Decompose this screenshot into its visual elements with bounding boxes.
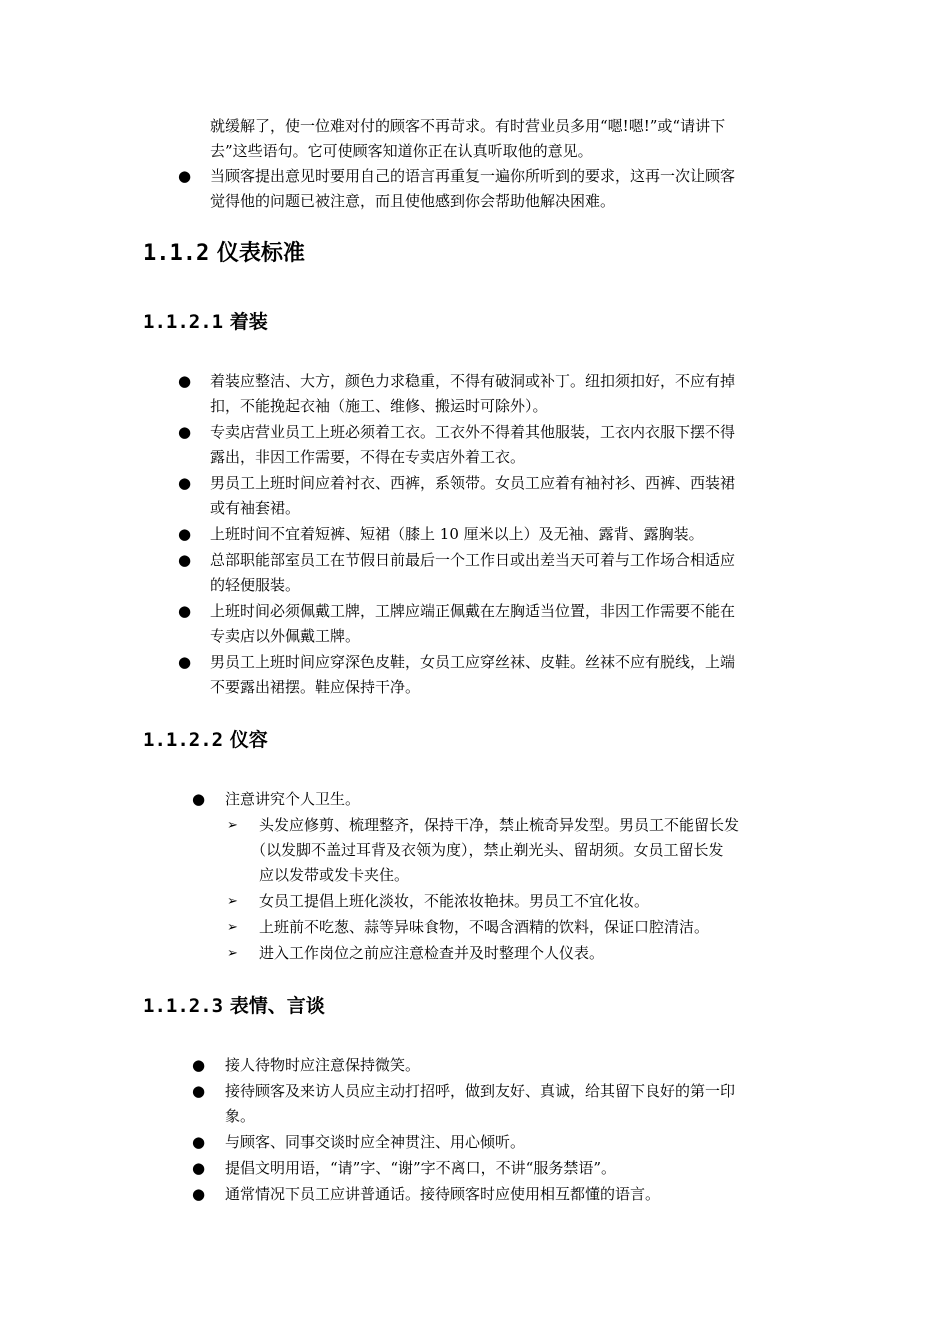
bullet-icon: ●: [178, 653, 192, 671]
text-line: 提倡文明用语，“请”字、“谢”字不离口，不讲“服务禁语”。: [225, 1159, 617, 1177]
heading-title: 着装: [229, 311, 268, 333]
text-line: 男员工上班时间应着衬衣、西裤，系领带。女员工应着有袖衬衫、西裤、西装裙: [210, 474, 736, 492]
list-item: [225, 787, 360, 812]
text-line: 或有袖套裙。: [210, 499, 301, 517]
text-line: 专卖店营业员工上班必须着工衣。工衣外不得着其他服装，工衣内衣服下摆不得: [210, 423, 736, 441]
list-item: [225, 1182, 660, 1207]
list-item: [210, 599, 735, 649]
text-line: 露出，非因工作需要，不得在专卖店外着工衣。: [210, 448, 526, 466]
list-item: [210, 471, 735, 521]
intro-paragraph: [210, 114, 725, 164]
heading-title: 仪表标准: [216, 240, 305, 266]
text-line: 进入工作岗位之前应注意检查并及时整理个人仪表。: [259, 944, 605, 962]
text-line: 头发应修剪、梳理整齐，保持干净，禁止梳奇异发型。男员工不能留长发: [259, 816, 740, 834]
heading-1-1-2-2: [143, 726, 268, 754]
bullet-icon: ●: [178, 602, 192, 620]
bullet-icon: ●: [178, 423, 192, 441]
list-item: [210, 420, 735, 470]
list-item: [210, 650, 735, 700]
bullet-icon: ●: [178, 474, 192, 492]
text-line: 男员工上班时间应穿深色皮鞋，女员工应穿丝袜、皮鞋。丝袜不应有脱线，上端: [210, 653, 736, 671]
heading-1-1-2-3: [143, 992, 325, 1020]
bullet-icon: ●: [192, 1185, 206, 1203]
bullet-icon: ●: [192, 1133, 206, 1151]
heading-number: 1.1.2.1: [143, 311, 224, 333]
text-line: 觉得他的问题已被注意，而且使他感到你会帮助他解决困难。: [210, 192, 616, 210]
heading-number: 1.1.2.3: [143, 995, 224, 1017]
bullet-icon: ●: [192, 790, 206, 808]
text-line: 扣，不能挽起衣袖（施工、维修、搬运时可除外）。: [210, 397, 548, 415]
text-line: 去”这些语句。它可使顾客知道你正在认真听取他的意见。: [210, 142, 593, 160]
text-line: （以发脚不盖过耳背及衣领为度），禁止剃光头、留胡须。女员工留长发: [251, 841, 724, 859]
arrow-bullet-icon: ➢: [227, 946, 238, 961]
text-line: 着装应整洁、大方，颜色力求稳重，不得有破洞或补丁。纽扣须扣好，不应有掉: [210, 372, 736, 390]
bullet-icon: ●: [178, 372, 192, 390]
text-line: 通常情况下员工应讲普通话。接待顾客时应使用相互都懂的语言。: [225, 1185, 661, 1203]
bullet-icon: ●: [192, 1056, 206, 1074]
bullet-icon: ●: [178, 525, 192, 543]
heading-number: 1.1.2: [143, 241, 210, 266]
text-line: 当顾客提出意见时要用自己的语言再重复一遍你所听到的要求，这再一次让顾客: [210, 167, 736, 185]
bullet-icon: ●: [178, 551, 192, 569]
text-line: 注意讲究个人卫生。: [225, 790, 361, 808]
arrow-bullet-icon: ➢: [227, 818, 238, 833]
intro-bullet-item: [210, 164, 735, 214]
text-line: 象。: [225, 1107, 256, 1125]
arrow-bullet-icon: ➢: [227, 894, 238, 909]
list-item: [210, 369, 735, 419]
text-line: 女员工提倡上班化淡妆，不能浓妆艳抹。男员工不宜化妆。: [259, 892, 650, 910]
heading-number: 1.1.2.2: [143, 729, 224, 751]
sub-list-item: [259, 889, 649, 914]
text-line: 应以发带或发卡夹住。: [259, 866, 410, 884]
sub-list-item: [259, 941, 604, 966]
heading-1-1-2-1: [143, 308, 268, 336]
heading-title: 仪容: [229, 729, 268, 751]
list-item: [225, 1053, 420, 1078]
text-line: 就缓解了，使一位难对付的顾客不再苛求。有时营业员多用“嗯!嗯!”或“请讲下: [210, 117, 726, 135]
heading-title: 表情、言谈: [229, 995, 325, 1017]
text-line: 接待顾客及来访人员应主动打招呼，做到友好、真诚，给其留下良好的第一印: [225, 1082, 736, 1100]
bullet-icon: ●: [192, 1159, 206, 1177]
text-line: 与顾客、同事交谈时应全神贯注、用心倾听。: [225, 1133, 526, 1151]
heading-1-1-2: [143, 238, 305, 269]
sub-list-item: [259, 915, 709, 940]
list-item: [225, 1156, 616, 1181]
text-line: 上班时间必须佩戴工牌，工牌应端正佩戴在左胸适当位置，非因工作需要不能在: [210, 602, 736, 620]
arrow-bullet-icon: ➢: [227, 920, 238, 935]
list-item: [225, 1079, 735, 1129]
text-line: 上班时间不宜着短裤、短裙（膝上 10 厘米以上）及无袖、露背、露胸装。: [210, 525, 704, 543]
list-item: [210, 548, 735, 598]
text-line: 总部职能部室员工在节假日前最后一个工作日或出差当天可着与工作场合相适应: [210, 551, 736, 569]
text-line: 专卖店以外佩戴工牌。: [210, 627, 361, 645]
bullet-icon: ●: [178, 167, 192, 185]
text-line: 上班前不吃葱、蒜等异味食物，不喝含酒精的饮料，保证口腔清洁。: [259, 918, 710, 936]
text-line: 不要露出裙摆。鞋应保持干净。: [210, 678, 421, 696]
bullet-icon: ●: [192, 1082, 206, 1100]
list-item: [210, 522, 704, 547]
sub-list-item: [251, 813, 740, 888]
text-line: 的轻便服装。: [210, 576, 301, 594]
text-line: 接人待物时应注意保持微笑。: [225, 1056, 421, 1074]
list-item: [225, 1130, 525, 1155]
